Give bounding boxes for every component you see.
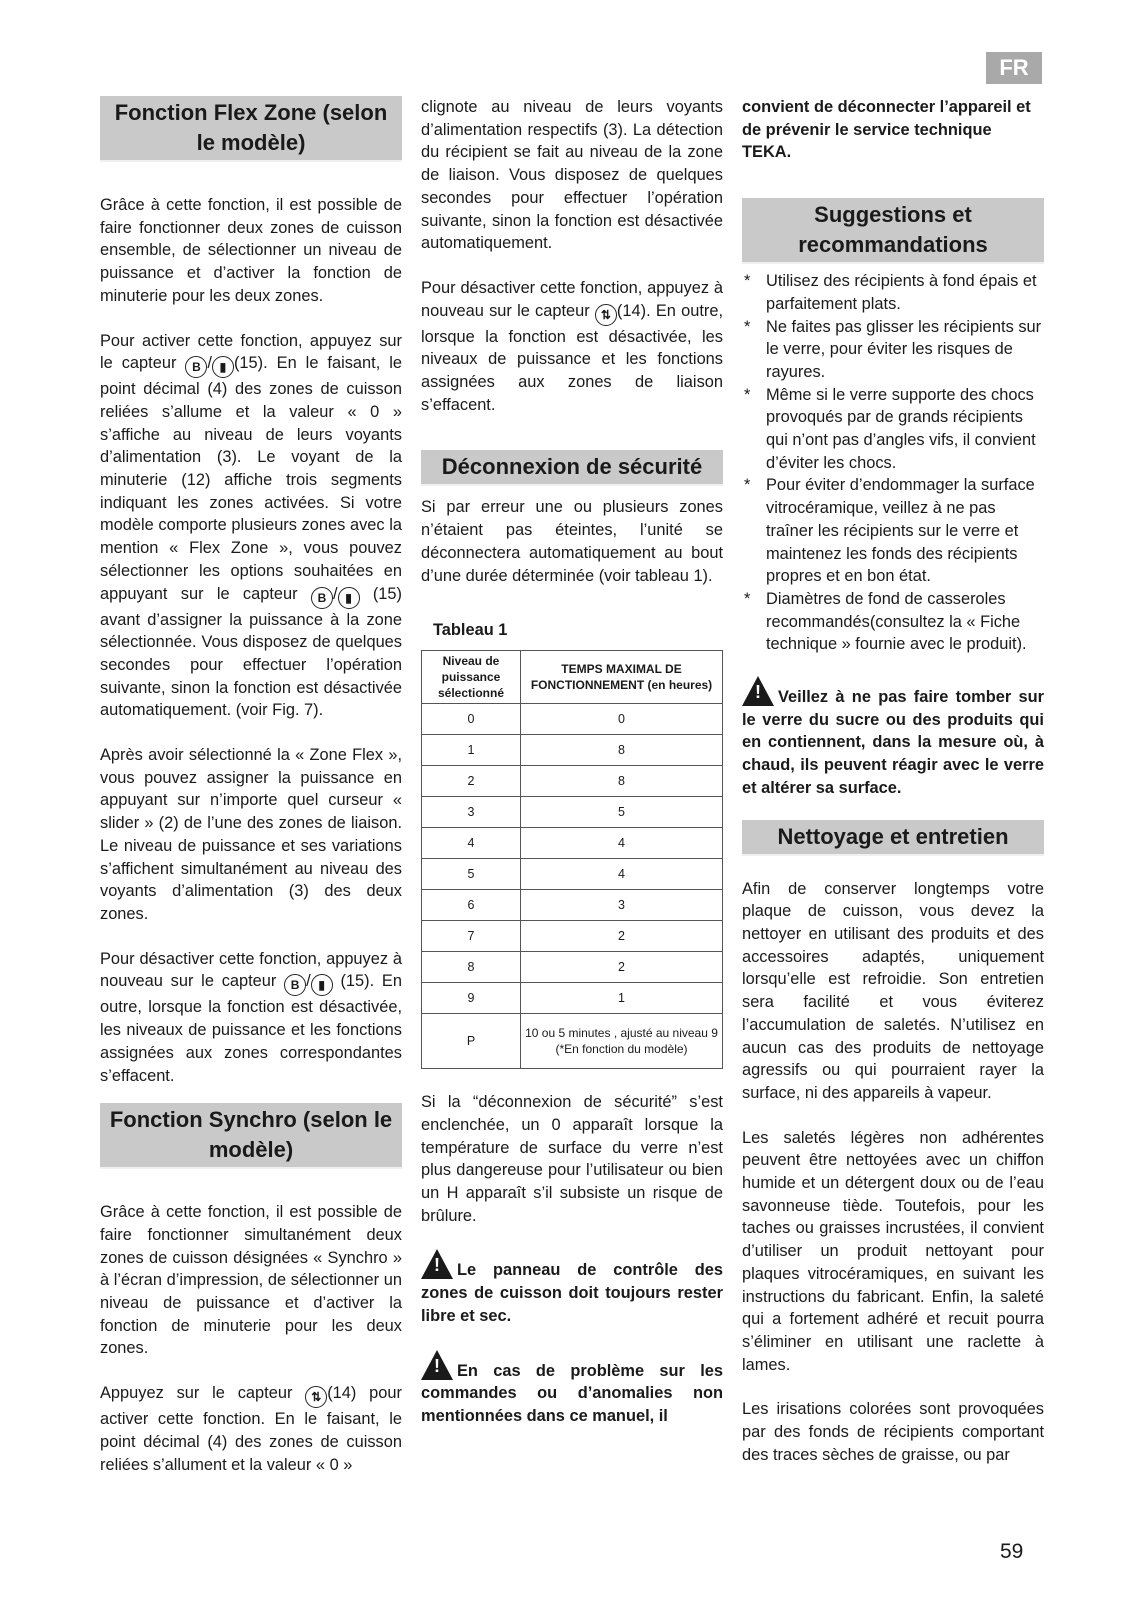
synchro-sensor-icon: ⇅: [305, 1386, 327, 1408]
text: (14). En outre, lorsque la fonction est désactivée, les niveaux de puissance et les fonctions assignées aux zones de liaison s’effacent.: [421, 301, 723, 414]
table-row: [422, 735, 723, 766]
table-cell-level: 9: [422, 983, 521, 1014]
paragraph: Si la “déconnexion de sécurité” s’est enclenchée, un 0 apparaît lorsque la température de surface du verre n’est plus dangereuse pour l’utilisateur ou bien un H apparaît s’il subsiste un risque de brûlure.: [421, 1093, 723, 1225]
text: (14) pour activer cette fonction. En le faisant, le point décimal (4) des zones de cuisson reliées s’allument et la valeur « 0 »: [100, 1384, 402, 1474]
table-cell-time: 4: [521, 859, 723, 890]
column-2: [421, 96, 723, 1428]
text: Le panneau de contrôle des zones de cuisson doit toujours rester libre et sec.: [421, 1261, 723, 1325]
table-title: Tableau 1: [433, 621, 508, 640]
text: (15). En le faisant, le point décimal (4) des zones de cuisson reliées s’allume et la valeur « 0 » s’affiche au niveau de leurs voyants d’alimentation (3). Le voyant de la minuterie (12) affiche trois segments indiquant les zones activées. Si votre modèle comporte plusieurs zones avec la mention « Flex Zone », vous pouvez sélectionner les options souhaitées en appuyant sur le capteur: [100, 354, 403, 603]
table-cell-time: 8: [521, 766, 723, 797]
table-row: [422, 983, 723, 1014]
list-item: * Pour éviter d’endommager la surface vitrocéramique, veillez à ne pas traîner les récipients sur le verre et maintenez les fonds des récipients propres et en bon état.: [742, 474, 1044, 588]
flex-zone-sensor-icon: ▮: [311, 974, 333, 996]
flex-zone-sensor-icon: B: [284, 974, 306, 996]
warning-note: [421, 1350, 723, 1428]
heading-synchro: Fonction Synchro (selon le modèle): [100, 1103, 402, 1169]
column-1: [100, 96, 402, 1476]
text: Appuyez sur le capteur: [100, 1384, 293, 1403]
paragraph: Afin de conserver longtemps votre plaque de cuisson, vous devez la nettoyer en utilisant des produits et des accessoires adaptés, uniquement lorsqu’elle est refroidie. Son entretien sera facilité et vous éviterez l’accumulation de saletés. N’utilisez en aucun cas des produits de nettoyage agressifs ou qui pourraient rayer la surface, ni des appareils à vapeur.: [742, 879, 1044, 1102]
flex-zone-sensor-icon: ▮: [338, 587, 360, 609]
flex-zone-sensor-icon: ▮: [212, 356, 234, 378]
heading-cleaning: Nettoyage et entretien: [742, 820, 1044, 856]
table-row: [422, 890, 723, 921]
paragraph: clignote au niveau de leurs voyants d’alimentation respectifs (3). La détection du récipient se fait au niveau de la zone de liaison. Vous disposez de quelques secondes pour effectuer l’opération suivante, sinon la fonction est désactivée automatiquement.: [421, 98, 723, 253]
text: Pour activer cette fonction, appuyez sur le capteur: [100, 331, 402, 373]
synchro-sensor-icon: ⇅: [595, 304, 617, 326]
heading-flex-zone: Fonction Flex Zone (selon le modèle): [100, 96, 402, 162]
table-cell-time: 2: [521, 921, 723, 952]
heading-suggestions: Suggestions et recommandations: [742, 198, 1044, 264]
text: (15). En outre, lorsque la fonction est désactivée, les niveaux de puissance et les fonctions assignées aux zones correspondantes s’effacent.: [100, 972, 402, 1085]
paragraph: Si par erreur une ou plusieurs zones n’étaient pas éteintes, l’unité se déconnectera automatiquement au bout d’une durée déterminée (voir tableau 1).: [421, 498, 723, 585]
table-cell-time: 2: [521, 952, 723, 983]
table-row: [422, 1014, 723, 1069]
table-header-level: Niveau de puissance sélectionné: [422, 651, 521, 704]
paragraph: Les saletés légères non adhérentes peuvent être nettoyées avec un chiffon humide et un détergent doux ou de l’eau savonneuse tiède. Toutefois, pour les taches ou graisses incrustées, il convient d’utiliser un produit nettoyant pour plaques vitrocéramiques, en suivant les instructions du fabricant. Enfin, la saleté qui a fortement adhéré et recuit pourra s’éliminer en utilisant une raclette à lames.: [742, 1128, 1044, 1374]
table-cell-level: 7: [422, 921, 521, 952]
table-cell-time: 8: [521, 735, 723, 766]
list-item: * Ne faites pas glisser les récipients sur le verre, pour éviter les risques de rayures.: [742, 316, 1044, 384]
page-number: 59: [1000, 1540, 1024, 1563]
table-cell-level: 1: [422, 735, 521, 766]
table-cell-level: 3: [422, 797, 521, 828]
language-badge: FR: [986, 52, 1042, 84]
table-cell-level: 8: [422, 952, 521, 983]
text: Veillez à ne pas faire tomber sur le verre du sucre ou des produits qui en contiennent, dans la mesure où, à chaud, ils peuvent réagir avec le verre et altérer sa surface.: [742, 688, 1044, 797]
paragraph: [100, 1382, 402, 1476]
text: Pour désactiver cette fonction, appuyez à nouveau sur le capteur: [421, 278, 723, 320]
list-item: * Diamètres de fond de casseroles recommandés(consultez la « Fiche technique » fournie avec le produit).: [742, 588, 1044, 656]
column-3: [742, 96, 1044, 1466]
table-cell-time: 4: [521, 828, 723, 859]
table-row: [422, 766, 723, 797]
table-cell-level: 0: [422, 704, 521, 735]
table-cell-level: 5: [422, 859, 521, 890]
table-header-time: TEMPS MAXIMAL DE FONCTIONNEMENT (en heures): [521, 651, 723, 704]
table-row: [422, 704, 723, 735]
table-cell-time: 5: [521, 797, 723, 828]
table-row: [422, 859, 723, 890]
table-cell-level: 4: [422, 828, 521, 859]
table-row: [422, 921, 723, 952]
warning-icon: [742, 676, 774, 706]
text: Pour désactiver cette fonction, appuyez à nouveau sur le capteur: [100, 949, 402, 991]
table-row: [422, 952, 723, 983]
flex-zone-sensor-icon: B: [185, 356, 207, 378]
paragraph: convient de déconnecter l’appareil et de prévenir le service technique TEKA.: [742, 98, 1031, 162]
table-cell-level: 2: [422, 766, 521, 797]
text: En cas de problème sur les commandes ou d’anomalies non mentionnées dans ce manuel, il: [421, 1361, 723, 1425]
text: (15) avant d’assigner la puissance à la zone sélectionnée. Vous disposez de quelques secondes pour effectuer l’opération suivante, sinon la fonction est désactivée automatiquement. (voir Fig. 7).: [100, 584, 402, 720]
paragraph: [421, 277, 723, 417]
heading-safety-shutoff: Déconnexion de sécurité: [421, 450, 723, 486]
shutoff-table: [421, 650, 723, 1069]
table-cell-level: P: [422, 1014, 521, 1069]
suggestions-list: [742, 270, 1044, 656]
paragraph: Les irisations colorées sont provoquées par des fonds de récipients comportant des traces sèches de graisse, ou par: [742, 1400, 1044, 1464]
list-item: * Utilisez des récipients à fond épais et parfaitement plats.: [742, 270, 1044, 315]
warning-icon: [421, 1350, 453, 1380]
table-row: [422, 797, 723, 828]
list-item: * Même si le verre supporte des chocs provoqués par de grands récipients qui n’ont pas d’angles vifs, il convient d’éviter les chocs.: [742, 384, 1044, 475]
table-cell-time: 10 ou 5 minutes , ajusté au niveau 9 (*En fonction du modèle): [521, 1014, 723, 1069]
paragraph: Pour activer cette fonction, appuyez sur le capteur B / ▮ (15). En le faisant, le point décimal (4) des zones de cuisson reliées s’allume et la valeur « 0 » s’affiche au niveau de leurs voyants d’alimentation (3). Le voyant de la minuterie (12) affiche trois segments indiquant les zones activées. Si votre modèle comporte plusieurs zones avec la mention « Flex Zone », vous pouvez sélectionner les options souhaitées en appuyant sur le capteur B / ▮ (15) avant d’assigner la puissance à la zone sélectionnée. Vous disposez de quelques secondes pour effectuer l’opération suivante, sinon la fonction est désactivée automatiquement. (voir Fig. 7).: [100, 331, 403, 720]
paragraph: Après avoir sélectionné la « Zone Flex », vous pouvez assigner la puissance en appuyant sur n’importe quel curseur « slider » (2) de l’une des zones de liaison. Le niveau de puissance et ses variations s’affichent simultanément au niveau des voyants d’alimentation (3) des deux zones.: [100, 746, 402, 923]
warning-note: [742, 676, 1044, 800]
paragraph: Pour désactiver cette fonction, appuyez à nouveau sur le capteur B / ▮ (15). En outre, lorsque la fonction est désactivée, les niveaux de puissance et les fonctions assignées aux zones correspondantes s’effacent.: [100, 949, 402, 1085]
table-row: [422, 828, 723, 859]
paragraph: Grâce à cette fonction, il est possible de faire fonctionner deux zones de cuisson ensemble, de sélectionner un niveau de puissance et d’activer la fonction de minuterie pour les deux zones.: [100, 196, 402, 305]
paragraph: Grâce à cette fonction, il est possible de faire fonctionner simultanément deux zones de cuisson désignées « Synchro » à l’écran d’impression, de sélectionner un niveau de puissance et d’activer la fonction de minuterie pour les deux zones.: [100, 1203, 402, 1358]
table-cell-time: 1: [521, 983, 723, 1014]
flex-zone-sensor-icon: B: [311, 587, 333, 609]
warning-note: [421, 1249, 723, 1327]
table-cell-time: 0: [521, 704, 723, 735]
table-cell-level: 6: [422, 890, 521, 921]
warning-icon: [421, 1249, 453, 1279]
table-cell-time: 3: [521, 890, 723, 921]
